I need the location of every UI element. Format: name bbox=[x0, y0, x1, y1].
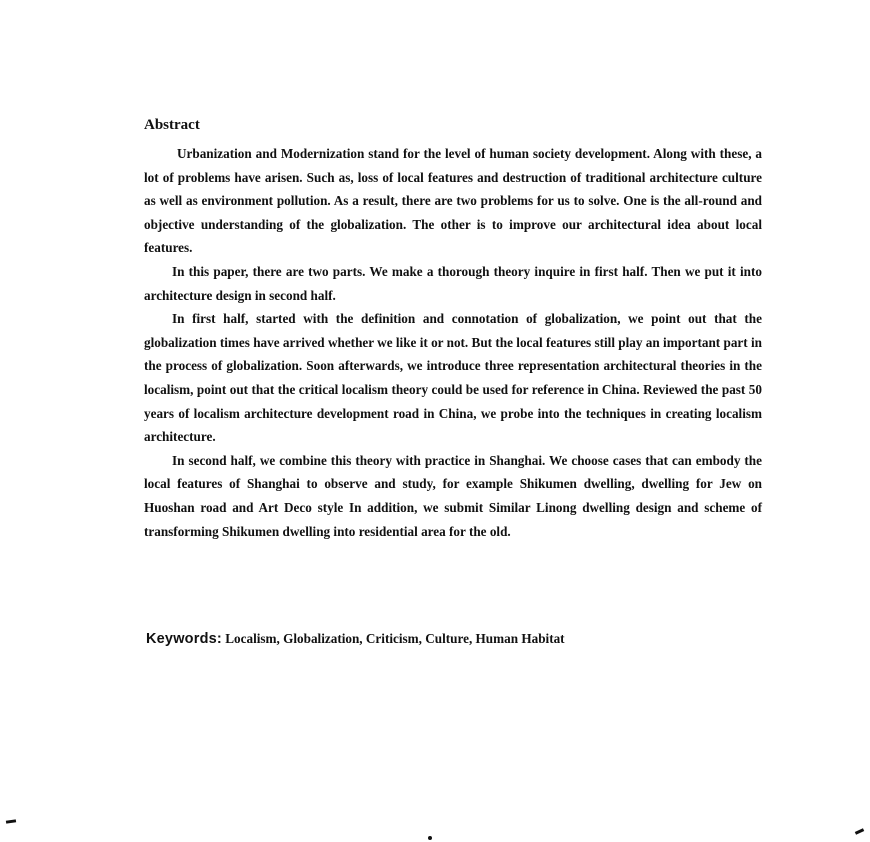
abstract-section bbox=[144, 115, 762, 543]
abstract-paragraph-1: Urbanization and Modernization stand for the level of human society development. Along with these, a lot of problems have arisen. Such as, loss of local features and destruction of traditional architecture culture as well as environment pollution. As a result, there are two problems for us to solve. One is the all-round and objective understanding of the globalization. The other is to improve our architectural idea about local features. bbox=[144, 146, 762, 256]
keywords-text: Localism, Globalization, Criticism, Culture, Human Habitat bbox=[225, 631, 565, 646]
scan-artifact-right bbox=[855, 828, 864, 835]
abstract-paragraph-3: In first half, started with the definition and connotation of globalization, we point out that the globalization times have arrived whether we like it or not. But the local features still play an important part in the process of globalization. Soon afterwards, we introduce three representation architectural theories in the localism, point out that the critical localism theory could be used for reference in China. Reviewed the past 50 years of localism architecture development road in China, we probe into the techniques in creating localism architecture. bbox=[144, 311, 762, 445]
scan-artifact-left bbox=[6, 819, 16, 823]
keywords-label: Keywords: bbox=[146, 631, 222, 647]
abstract-paragraph-4: In second half, we combine this theory with practice in Shanghai. We choose cases that can embody the local features of Shanghai to observe and study, for example Shikumen dwelling, dwelling for Jew on Huoshan road and Art Deco style In addition, we submit Similar Linong dwelling design and scheme of transforming Shikumen dwelling into residential area for the old. bbox=[144, 452, 762, 539]
abstract-paragraph-2: In this paper, there are two parts. We make a thorough theory inquire in first half. Then we put it into architecture design in second half. bbox=[144, 263, 762, 303]
keywords-line bbox=[146, 628, 766, 650]
scan-artifact-middle bbox=[428, 836, 432, 840]
abstract-heading: Abstract bbox=[144, 117, 200, 133]
